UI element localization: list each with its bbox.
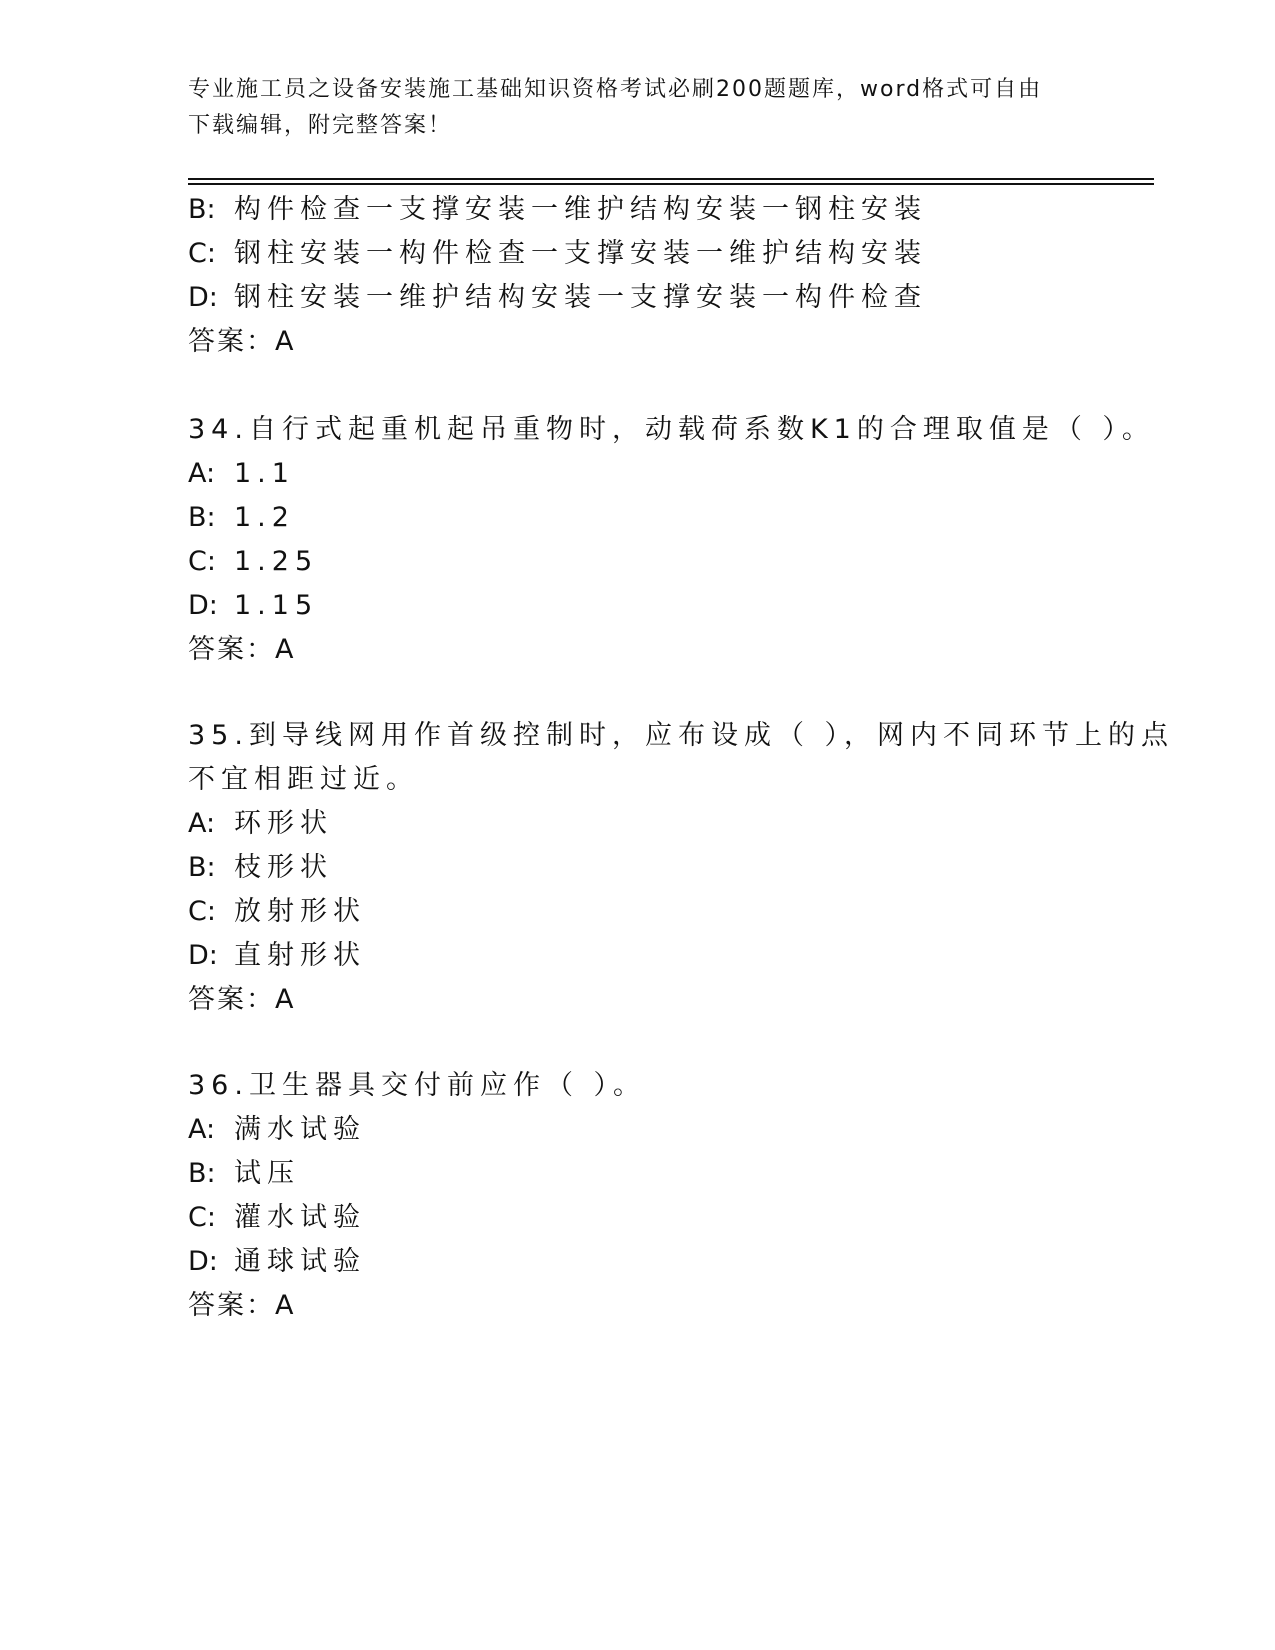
- option-text: 通球试验: [234, 1246, 366, 1277]
- q33-option-c: [188, 236, 927, 272]
- option-text: 直射形状: [234, 940, 366, 971]
- option-text: 1.2: [234, 502, 295, 533]
- header-title-line2: 下载编辑，附完整答案！: [188, 113, 453, 138]
- option-text: 1.15: [234, 590, 319, 621]
- q36-option-a: [188, 1112, 366, 1148]
- option-letter: C:: [188, 1202, 216, 1233]
- option-letter: D:: [188, 1246, 218, 1277]
- option-text: 钢柱安装一维护结构安装一支撑安装一构件检查: [234, 282, 927, 313]
- option-letter: D:: [188, 590, 218, 621]
- q34-option-d: [188, 588, 318, 624]
- option-text: 试压: [234, 1158, 300, 1189]
- option-letter: B:: [188, 502, 216, 533]
- header-divider-top: [188, 178, 1154, 180]
- option-letter: B:: [188, 852, 216, 883]
- q36-option-b: [188, 1156, 300, 1192]
- q35-answer: 答案：A: [188, 984, 296, 1015]
- header-divider-bottom: [188, 183, 1154, 185]
- option-text: 放射形状: [234, 896, 366, 927]
- option-letter: A:: [188, 458, 216, 489]
- option-text: 灌水试验: [234, 1202, 366, 1233]
- q33-answer: 答案：A: [188, 326, 296, 357]
- option-text: 构件检查一支撑安装一维护结构安装一钢柱安装: [234, 194, 927, 225]
- q35-option-a: [188, 806, 333, 842]
- document-header: [188, 72, 1068, 144]
- q34-option-a: [188, 456, 295, 492]
- q34-option-b: [188, 500, 295, 536]
- q36-option-d: [188, 1244, 366, 1280]
- q35-option-d: [188, 938, 366, 974]
- q35-option-c: [188, 894, 366, 930]
- header-title-line1: 专业施工员之设备安装施工基础知识资格考试必刷200题题库，word格式可自由: [188, 77, 1043, 102]
- q34-question: 34.自行式起重机起吊重物时，动载荷系数K1的合理取值是（ ）。: [188, 414, 1155, 445]
- q36-question: 36.卫生器具交付前应作（ ）。: [188, 1070, 647, 1101]
- option-letter: C:: [188, 896, 216, 927]
- q34-option-c: [188, 544, 318, 580]
- q35-question-line1: 35.到导线网用作首级控制时，应布设成（ ），网内不同环节上的点: [188, 720, 1175, 751]
- option-letter: B:: [188, 194, 216, 225]
- option-letter: C:: [188, 546, 216, 577]
- q34-answer: 答案：A: [188, 634, 296, 665]
- q35-option-b: [188, 850, 333, 886]
- option-letter: B:: [188, 1158, 216, 1189]
- option-text: 枝形状: [234, 852, 333, 883]
- option-text: 1.25: [234, 546, 319, 577]
- option-text: 1.1: [234, 458, 295, 489]
- q33-option-d: [188, 280, 927, 316]
- option-text: 环形状: [234, 808, 333, 839]
- option-letter: C:: [188, 238, 216, 269]
- q36-option-c: [188, 1200, 366, 1236]
- q35-question-line2: 不宜相距过近。: [188, 764, 419, 795]
- option-letter: D:: [188, 282, 218, 313]
- q36-answer: 答案：A: [188, 1290, 296, 1321]
- option-text: 钢柱安装一构件检查一支撑安装一维护结构安装: [234, 238, 927, 269]
- option-text: 满水试验: [234, 1114, 366, 1145]
- q33-option-b: [188, 192, 927, 228]
- option-letter: D:: [188, 940, 218, 971]
- option-letter: A:: [188, 808, 216, 839]
- option-letter: A:: [188, 1114, 216, 1145]
